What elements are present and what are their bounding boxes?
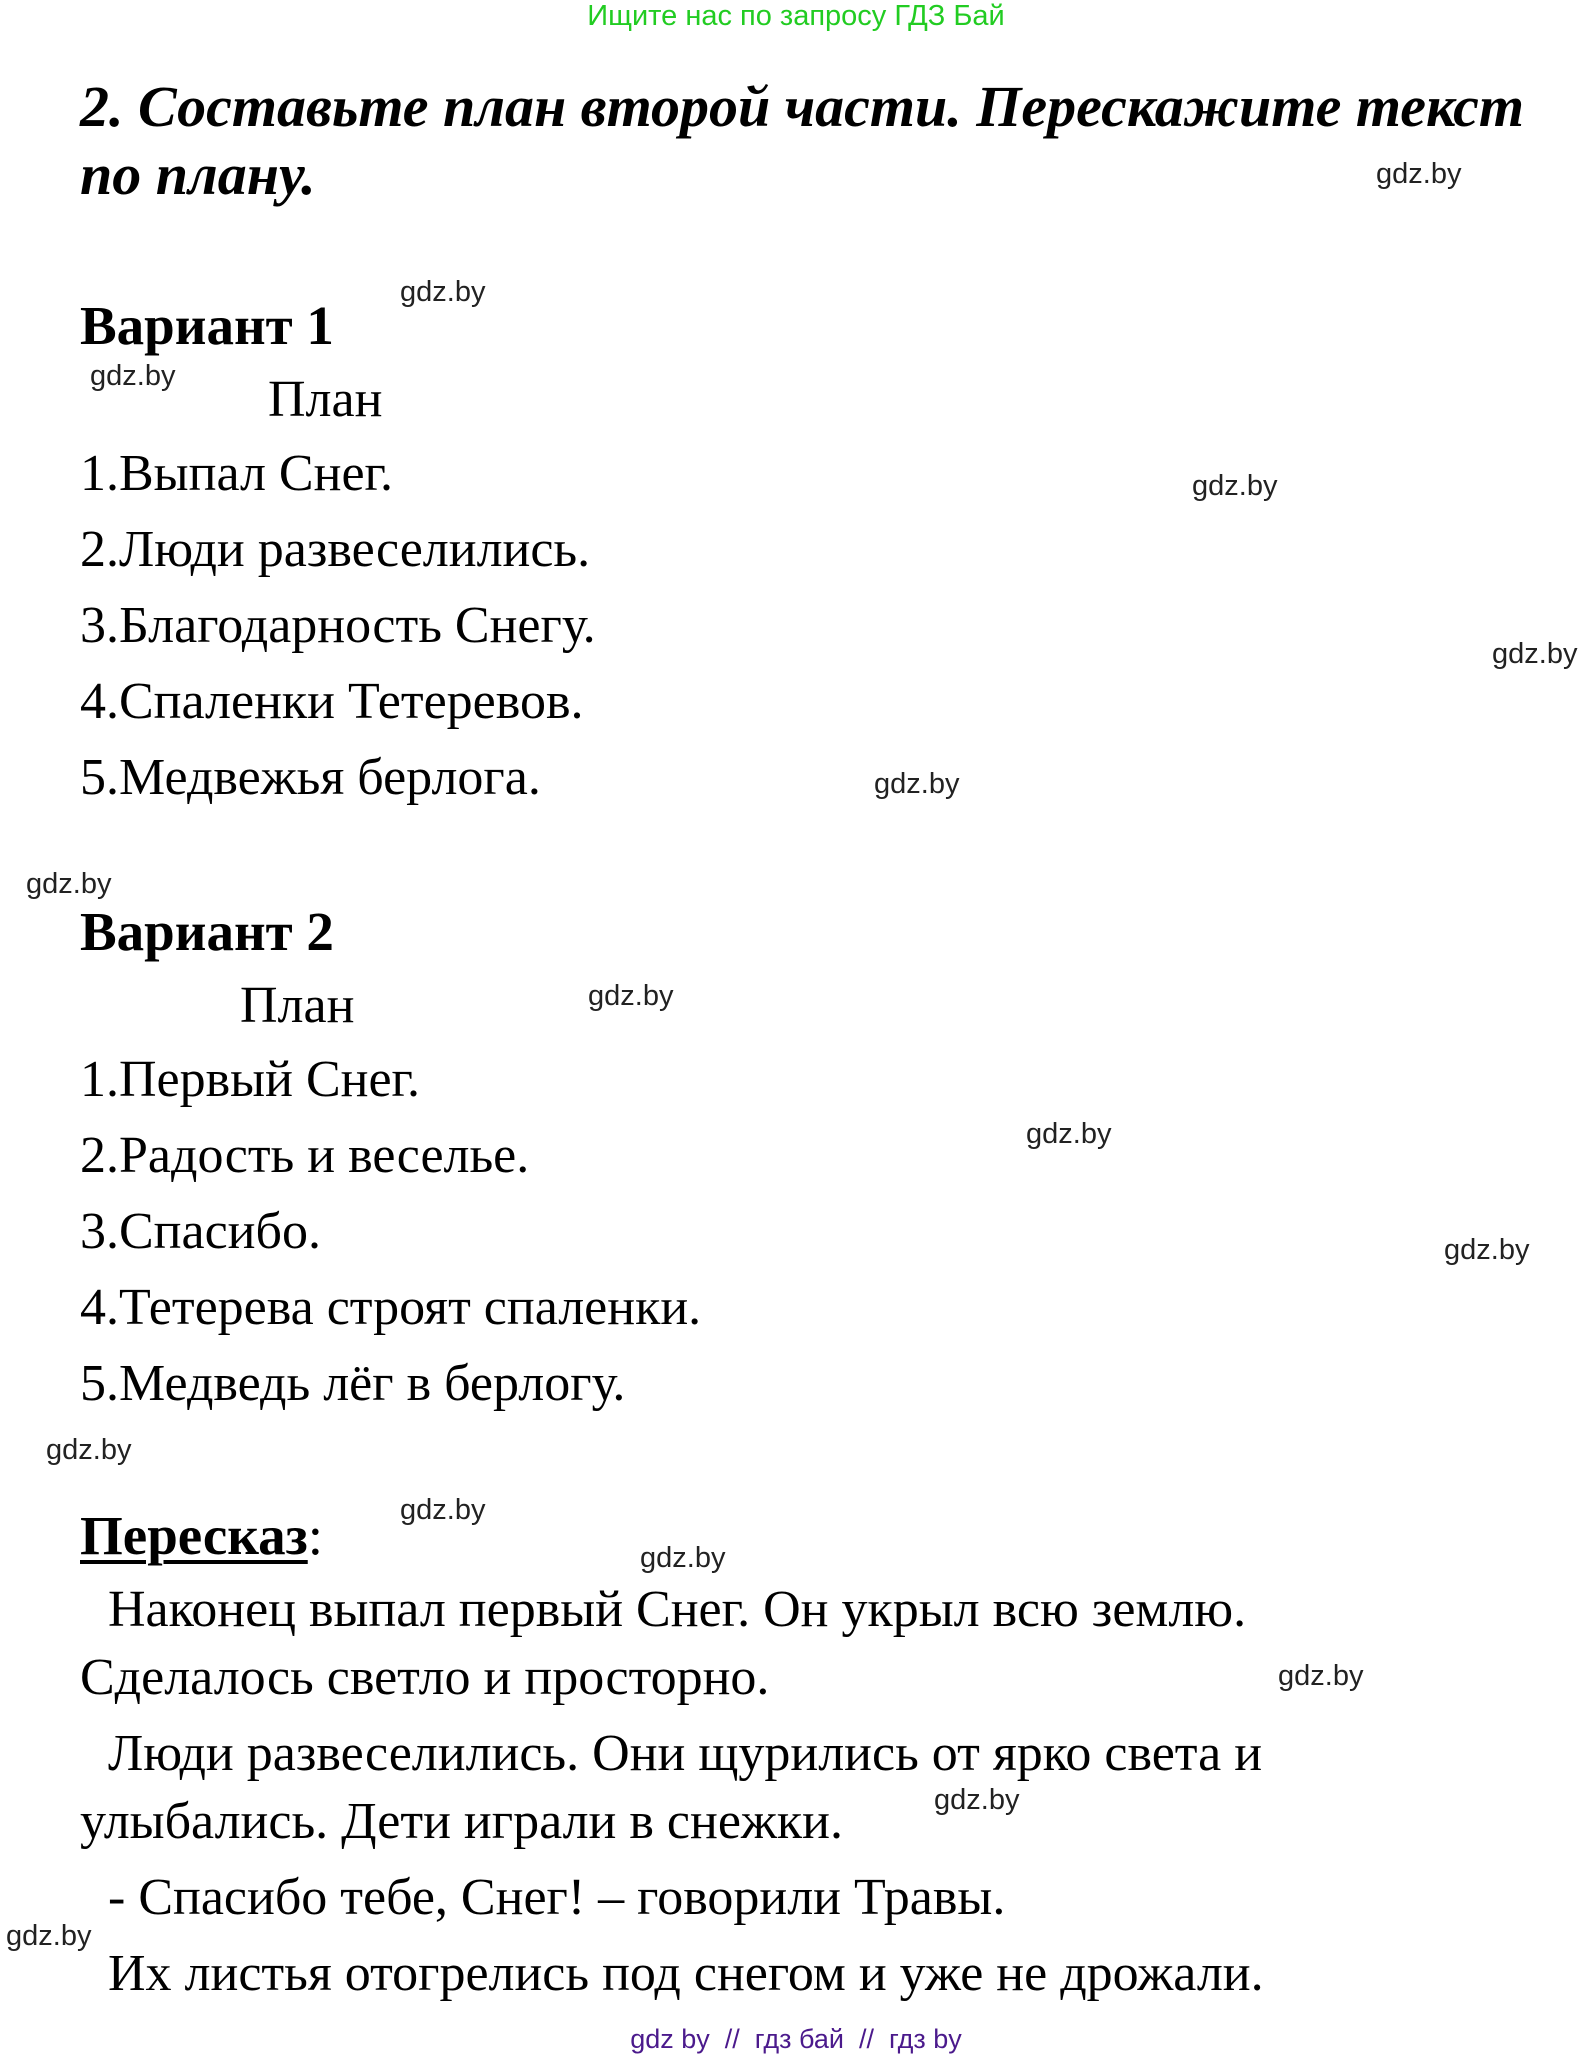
variant-2-title: Вариант 2 bbox=[80, 901, 334, 962]
variant-2-item-3: 3.Спасибо. bbox=[80, 1203, 321, 1260]
watermark: gdz.by bbox=[1492, 638, 1578, 670]
watermark: gdz.by bbox=[1376, 158, 1462, 190]
watermark: gdz.by bbox=[46, 1434, 132, 1466]
variant-2-item-2: 2.Радость и веселье. bbox=[80, 1127, 530, 1184]
watermark: gdz.by bbox=[1192, 470, 1278, 502]
retelling-title bbox=[80, 1505, 324, 1566]
retelling-line-6: Их листья отогрелись под снегом и уже не дрожали. bbox=[108, 1945, 1264, 2002]
watermark: gdz.by bbox=[588, 980, 674, 1012]
retelling-line-3: Люди развеселились. Они щурились от ярко света и bbox=[108, 1725, 1263, 1782]
retelling-line-4: улыбались. Дети играли в снежки. bbox=[80, 1793, 843, 1850]
watermark: gdz.by bbox=[90, 360, 176, 392]
retelling-line-1: Наконец выпал первый Снег. Он укрыл всю землю. bbox=[108, 1581, 1247, 1638]
retelling-line-5: - Спасибо тебе, Снег! – говорили Травы. bbox=[108, 1869, 1006, 1926]
variant-1-item-1: 1.Выпал Снег. bbox=[80, 445, 393, 502]
variant-1-item-4: 4.Спаленки Тетеревов. bbox=[80, 673, 584, 730]
variant-1-title: Вариант 1 bbox=[80, 295, 334, 356]
variant-2-item-5: 5.Медведь лёг в берлогу. bbox=[80, 1355, 626, 1412]
retelling-colon: : bbox=[307, 1505, 324, 1566]
watermark: gdz.by bbox=[6, 1920, 92, 1952]
retelling-line-2: Сделалось светло и просторно. bbox=[80, 1649, 770, 1706]
variant-1-item-3: 3.Благодарность Снегу. bbox=[80, 597, 596, 654]
watermark: gdz.by bbox=[640, 1542, 726, 1574]
variant-1-item-2: 2.Люди развеселились. bbox=[80, 521, 591, 578]
task-heading-line2: по плану. bbox=[80, 142, 316, 207]
retelling-title-text: Пересказ bbox=[80, 1505, 308, 1566]
variant-2-plan-title: План bbox=[240, 977, 355, 1034]
watermark: gdz.by bbox=[934, 1784, 1020, 1816]
watermark: gdz.by bbox=[874, 768, 960, 800]
variant-2-item-4: 4.Тетерева строят спаленки. bbox=[80, 1279, 702, 1336]
task-heading-line1: 2. Составьте план второй части. Перескажите текст bbox=[80, 74, 1524, 139]
watermark: gdz.by bbox=[26, 868, 112, 900]
footer-links[interactable]: gdz by // гдз бай // гдз by bbox=[630, 2024, 962, 2054]
search-banner[interactable]: Ищите нас по запросу ГДЗ Бай bbox=[587, 0, 1005, 32]
watermark: gdz.by bbox=[1444, 1234, 1530, 1266]
variant-1-item-5: 5.Медвежья берлога. bbox=[80, 749, 541, 806]
variant-2-item-1: 1.Первый Снег. bbox=[80, 1051, 421, 1108]
watermark: gdz.by bbox=[400, 276, 486, 308]
variant-1-plan-title: План bbox=[268, 371, 383, 428]
watermark: gdz.by bbox=[1026, 1118, 1112, 1150]
watermark: gdz.by bbox=[1278, 1660, 1364, 1692]
watermark: gdz.by bbox=[400, 1494, 486, 1526]
